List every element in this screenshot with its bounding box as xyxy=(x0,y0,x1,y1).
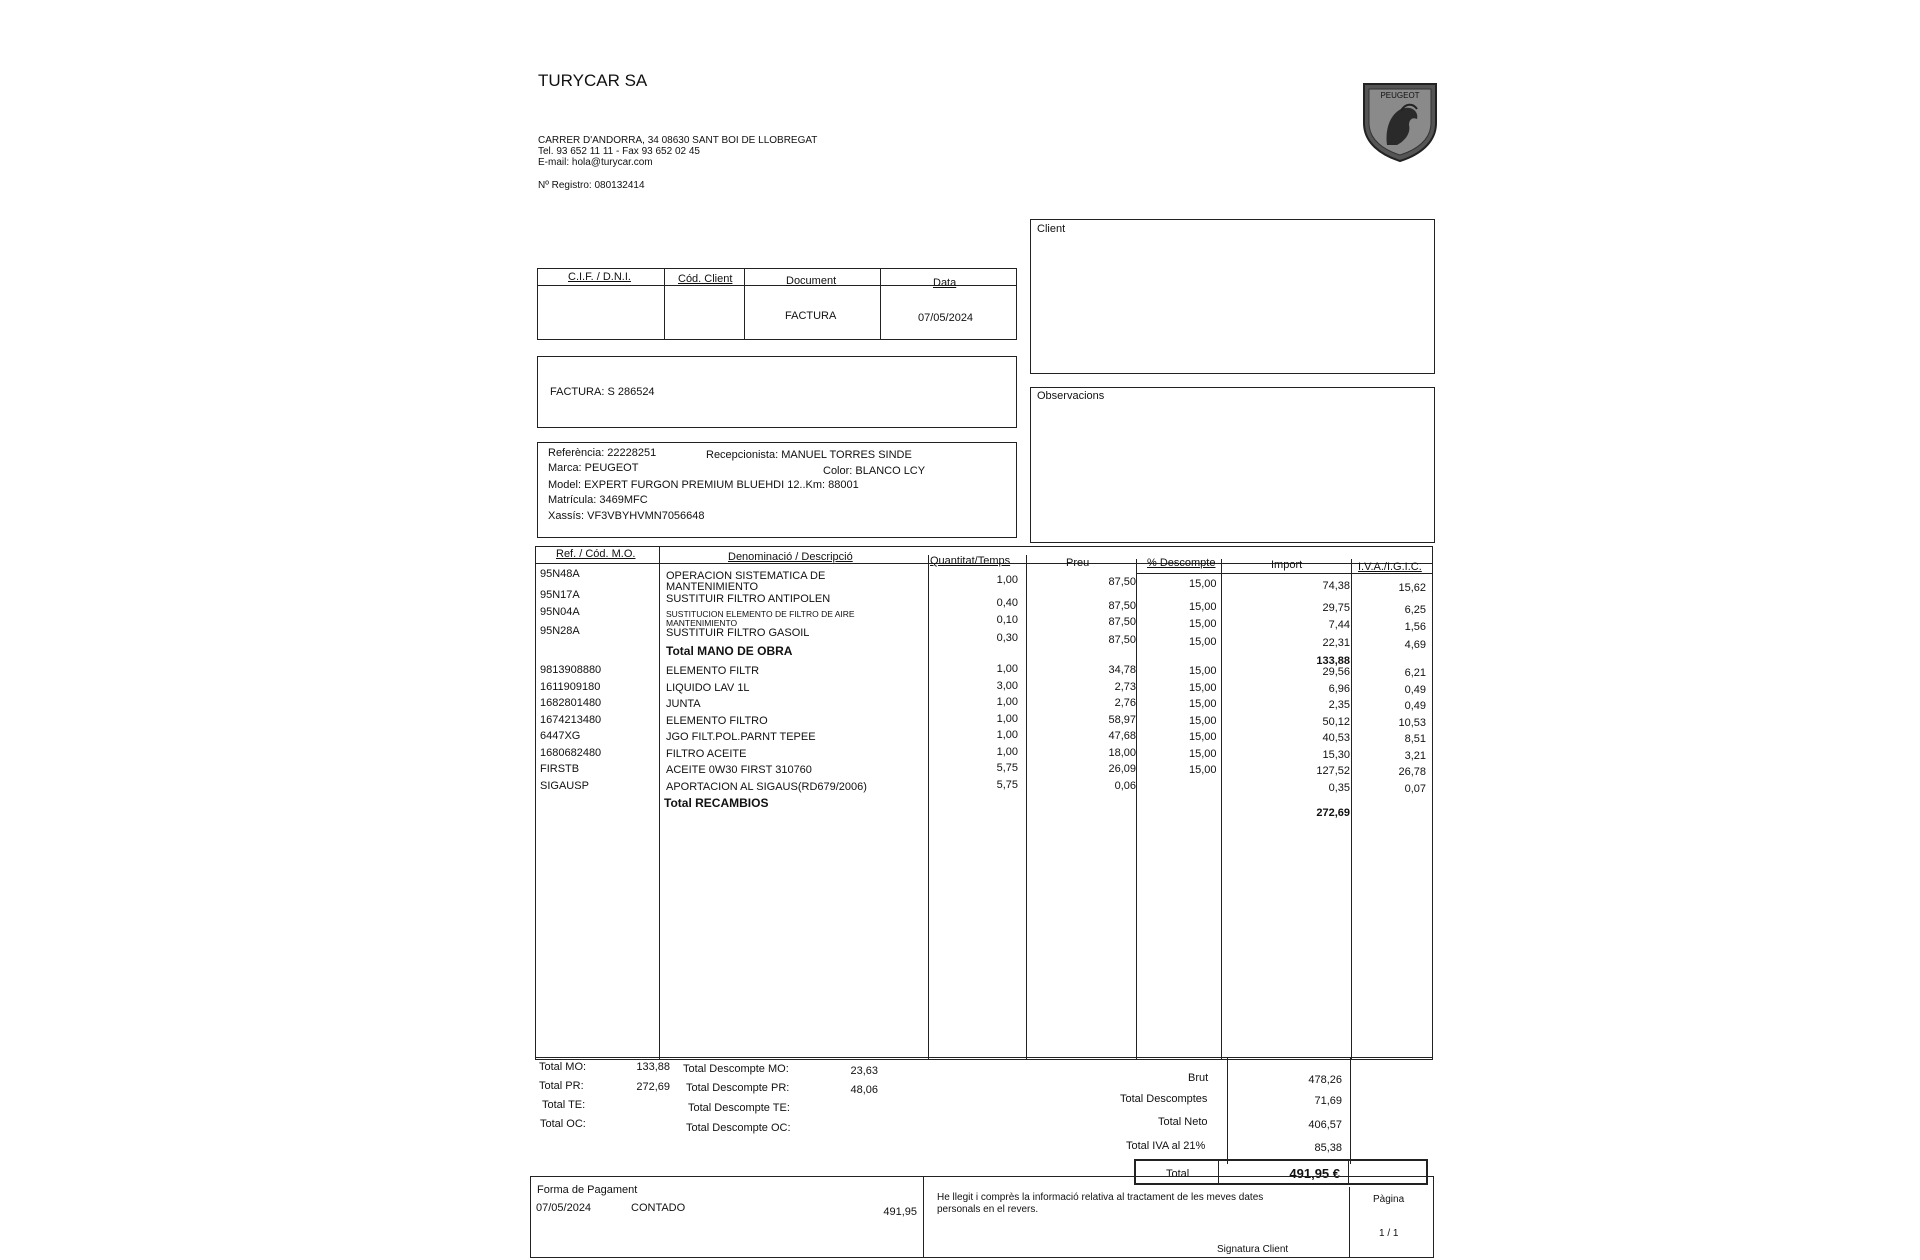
row-description: JUNTA xyxy=(666,698,701,710)
row-amount: 0,35 xyxy=(1328,781,1350,794)
vehicle-reference: Referència: 22228251 xyxy=(548,447,657,459)
row-description-line2: MANTENIMIENTO xyxy=(666,618,738,628)
document-header-box xyxy=(537,268,1017,340)
row-price: 34,78 xyxy=(1108,664,1136,676)
row-ref: 9813908880 xyxy=(540,664,602,676)
row-price: 47,68 xyxy=(1108,730,1136,742)
document-label: Document xyxy=(786,275,837,287)
header-amount: Import xyxy=(1271,559,1303,571)
row-vat: 15,62 xyxy=(1398,582,1426,594)
header-discount: % Descompte xyxy=(1147,557,1216,569)
total-discounts-label: Total Descomptes xyxy=(1120,1093,1208,1105)
labor-total-label: Total MANO DE OBRA xyxy=(666,644,793,658)
row-vat: 0,49 xyxy=(1404,700,1426,712)
row-description: LIQUIDO LAV 1L xyxy=(666,681,750,694)
signature-label: Signatura Client xyxy=(1217,1244,1289,1255)
total-te-label: Total TE: xyxy=(542,1099,586,1111)
vehicle-box xyxy=(537,442,1017,538)
row-discount: 15,00 xyxy=(1189,764,1217,776)
cif-label: C.I.F. / D.N.I. xyxy=(568,271,631,283)
row-vat: 26,78 xyxy=(1398,766,1426,778)
row-price: 18,00 xyxy=(1108,746,1136,759)
row-quantity: 0,40 xyxy=(996,597,1018,609)
row-description: OPERACION SISTEMATICA DE xyxy=(666,570,826,582)
company-phone: Tel. 93 652 11 11 - Fax 93 652 02 45 xyxy=(538,146,700,157)
client-box xyxy=(1030,219,1435,374)
payment-label: Forma de Pagament xyxy=(537,1184,638,1196)
legal-text-line2: personals en el revers. xyxy=(937,1204,1039,1215)
client-code-label: Cód. Client xyxy=(678,273,733,285)
header-description: Denominació / Descripció xyxy=(728,551,853,563)
row-amount: 7,44 xyxy=(1328,619,1350,631)
row-vat: 8,51 xyxy=(1404,733,1426,745)
row-vat: 10,53 xyxy=(1398,716,1426,729)
vehicle-receptionist: Recepcionista: MANUEL TORRES SINDE xyxy=(706,449,912,461)
vat-total-label: Total IVA al 21% xyxy=(1126,1140,1206,1152)
row-quantity: 1,00 xyxy=(996,696,1018,708)
disc-mo-label: Total Descompte MO: xyxy=(683,1063,789,1075)
parts-total-value: 272,69 xyxy=(1316,807,1350,819)
disc-pr-label: Total Descompte PR: xyxy=(686,1082,790,1094)
row-quantity: 1,00 xyxy=(996,729,1018,741)
row-amount: 6,96 xyxy=(1328,682,1350,695)
svg-text:PEUGEOT: PEUGEOT xyxy=(1380,91,1420,100)
observations-label: Observacions xyxy=(1037,390,1105,402)
row-description: SUSTITUIR FILTRO ANTIPOLEN xyxy=(666,593,831,605)
row-vat: 0,07 xyxy=(1404,782,1426,795)
row-description: SUSTITUIR FILTRO GASOIL xyxy=(666,627,810,639)
row-description: FILTRO ACEITE xyxy=(666,747,747,760)
row-discount: 15,00 xyxy=(1189,747,1217,760)
row-ref: 6447XG xyxy=(540,730,581,742)
row-quantity: 1,00 xyxy=(996,712,1018,725)
row-price: 26,09 xyxy=(1108,763,1136,775)
row-quantity: 0,10 xyxy=(996,614,1018,626)
row-amount: 29,75 xyxy=(1322,602,1350,614)
row-ref: 1611909180 xyxy=(540,680,601,693)
row-discount: 15,00 xyxy=(1189,636,1217,648)
document-value: FACTURA xyxy=(785,310,837,322)
row-ref: FIRSTB xyxy=(540,763,580,775)
row-description: ELEMENTO FILTR xyxy=(666,665,760,677)
row-price: 2,76 xyxy=(1114,697,1136,709)
vehicle-brand: Marca: PEUGEOT xyxy=(548,462,639,474)
row-description: ACEITE 0W30 FIRST 310760 xyxy=(666,764,812,776)
row-discount: 15,00 xyxy=(1189,714,1217,727)
row-price: 0,06 xyxy=(1114,779,1136,792)
row-ref: SIGAUSP xyxy=(540,779,589,792)
header-vat: I.V.A./I.G.I.C. xyxy=(1358,561,1422,573)
total-mo-label: Total MO: xyxy=(539,1061,587,1073)
row-amount: 40,53 xyxy=(1322,732,1350,744)
invoice-number-box xyxy=(537,356,1017,428)
row-amount: 127,52 xyxy=(1316,765,1350,777)
row-ref: 95N28A xyxy=(540,625,580,637)
row-quantity: 5,75 xyxy=(996,762,1018,774)
total-discounts-value: 71,69 xyxy=(1314,1095,1342,1107)
row-amount: 22,31 xyxy=(1322,637,1350,649)
header-ref: Ref. / Cód. M.O. xyxy=(556,548,636,560)
row-ref: 95N48A xyxy=(540,568,580,580)
payment-method: CONTADO xyxy=(631,1202,686,1214)
peugeot-logo xyxy=(1361,81,1439,163)
brut-value: 478,26 xyxy=(1308,1074,1342,1086)
brut-label: Brut xyxy=(1188,1072,1209,1084)
total-pr-value: 272,69 xyxy=(636,1081,670,1093)
row-ref: 95N17A xyxy=(540,589,580,601)
page-value: 1 / 1 xyxy=(1379,1228,1399,1239)
parts-total-label: Total RECAMBIOS xyxy=(664,796,769,810)
total-mo-value: 133,88 xyxy=(636,1061,670,1073)
vat-total-value: 85,38 xyxy=(1314,1142,1342,1154)
row-description: ELEMENTO FILTRO xyxy=(666,714,768,727)
disc-pr-value: 48,06 xyxy=(850,1084,878,1096)
vehicle-plate: Matrícula: 3469MFC xyxy=(548,494,648,506)
row-ref: 1682801480 xyxy=(540,697,602,709)
company-name: TURYCAR SA xyxy=(538,71,648,90)
date-label: Data xyxy=(933,277,957,289)
row-quantity: 1,00 xyxy=(996,745,1018,758)
row-vat: 6,25 xyxy=(1404,604,1426,616)
row-discount: 15,00 xyxy=(1189,618,1217,630)
disc-te-label: Total Descompte TE: xyxy=(688,1102,790,1114)
row-amount: 2,35 xyxy=(1328,699,1350,711)
vehicle-chassis: Xassís: VF3VBYHVMN7056648 xyxy=(548,510,705,522)
row-discount: 15,00 xyxy=(1189,601,1217,613)
row-discount: 15,00 xyxy=(1189,578,1217,590)
row-amount: 29,56 xyxy=(1322,666,1350,678)
row-quantity: 3,00 xyxy=(996,679,1018,692)
payment-date: 07/05/2024 xyxy=(536,1202,592,1214)
row-quantity: 1,00 xyxy=(996,574,1018,586)
date-value: 07/05/2024 xyxy=(918,312,974,324)
row-description: JGO FILT.POL.PARNT TEPEE xyxy=(666,731,816,743)
row-discount: 15,00 xyxy=(1189,698,1217,710)
row-discount: 15,00 xyxy=(1189,681,1217,694)
row-amount: 15,30 xyxy=(1322,748,1350,761)
row-discount: 15,00 xyxy=(1189,731,1217,743)
payment-amount: 491,95 xyxy=(883,1206,917,1218)
vehicle-model: Model: EXPERT FURGON PREMIUM BLUEHDI 12..Km: 88001 xyxy=(548,479,859,491)
row-price: 58,97 xyxy=(1108,713,1136,726)
disc-oc-label: Total Descompte OC: xyxy=(686,1122,791,1134)
row-quantity: 5,75 xyxy=(996,778,1018,791)
row-ref: 1680682480 xyxy=(540,746,602,759)
footer-box xyxy=(530,1176,1434,1258)
row-vat: 3,21 xyxy=(1404,749,1426,762)
disc-mo-value: 23,63 xyxy=(850,1065,878,1077)
total-oc-label: Total OC: xyxy=(540,1118,586,1130)
row-description: SUSTITUCION ELEMENTO DE FILTRO DE AIRE xyxy=(666,609,855,619)
invoice-number: FACTURA: S 286524 xyxy=(550,386,655,398)
company-address: CARRER D'ANDORRA, 34 08630 SANT BOI DE LLOBREGAT xyxy=(538,135,818,146)
row-description: APORTACION AL SIGAUS(RD679/2006) xyxy=(666,780,867,793)
row-vat: 0,49 xyxy=(1404,683,1426,696)
row-price: 87,50 xyxy=(1108,600,1136,612)
grand-total-value: 491,95 € xyxy=(1289,1166,1340,1181)
total-pr-label: Total PR: xyxy=(539,1080,584,1092)
row-vat: 1,56 xyxy=(1404,621,1426,633)
row-description-line2: MANTENIMIENTO xyxy=(666,581,759,593)
row-price: 87,50 xyxy=(1108,576,1136,588)
header-quantity: Quantitat/Temps xyxy=(930,555,1011,567)
page-label: Pàgina xyxy=(1373,1194,1405,1205)
row-amount: 50,12 xyxy=(1322,715,1350,728)
row-vat: 4,69 xyxy=(1404,639,1426,651)
row-vat: 6,21 xyxy=(1404,667,1426,679)
row-price: 2,73 xyxy=(1114,680,1136,693)
legal-text-line1: He llegit i comprès la informació relativa al tractament de les meves dates xyxy=(937,1192,1264,1203)
row-amount: 74,38 xyxy=(1322,580,1350,592)
net-label: Total Neto xyxy=(1158,1116,1208,1128)
row-price: 87,50 xyxy=(1108,634,1136,646)
row-ref: 1674213480 xyxy=(540,713,602,726)
observations-box xyxy=(1030,387,1435,543)
row-quantity: 0,30 xyxy=(996,632,1018,644)
row-quantity: 1,00 xyxy=(996,663,1018,675)
client-label: Client xyxy=(1037,223,1066,235)
company-email: E-mail: hola@turycar.com xyxy=(538,157,653,168)
company-registry: Nº Registro: 080132414 xyxy=(538,180,645,191)
header-price: Preu xyxy=(1066,557,1090,569)
vehicle-color: Color: BLANCO LCY xyxy=(823,465,926,477)
grand-total-label: Total xyxy=(1166,1168,1190,1180)
row-price: 87,50 xyxy=(1108,616,1136,628)
row-ref: 95N04A xyxy=(540,606,580,618)
labor-total-value: 133,88 xyxy=(1316,655,1350,667)
net-value: 406,57 xyxy=(1308,1119,1342,1131)
row-discount: 15,00 xyxy=(1189,665,1217,677)
